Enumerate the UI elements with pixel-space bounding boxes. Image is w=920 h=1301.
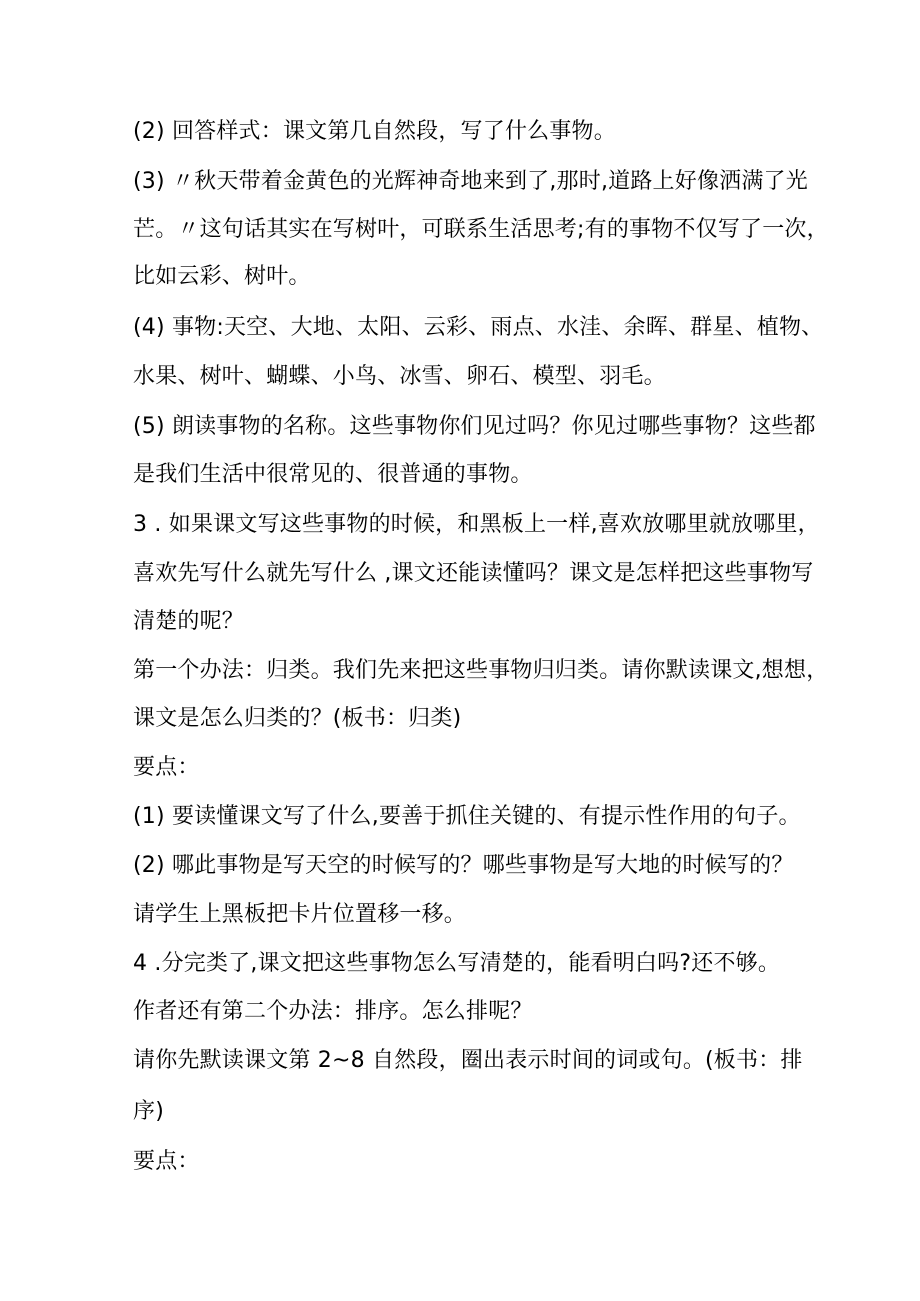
text-line: (2) 哪此事物是写天空的时候写的？哪些事物是写大地的时候写的？	[133, 853, 794, 878]
text-line: 课文是怎么归类的？(板书：归类)	[133, 706, 462, 731]
text-line: (2) 回答样式：课文第几自然段，写了什么事物。	[133, 119, 616, 144]
text-line: 水果、树叶、蝴蝶、小鸟、冰雪、卵石、模型、羽毛。	[133, 364, 666, 389]
text-line: (3) 〃秋天带着金黄色的光辉神奇地来到了,那时,道路上好像洒满了光	[133, 169, 808, 194]
text-line: 芒。〃这句话其实在写树叶，可联系生活思考;有的事物不仅写了一次，	[133, 217, 829, 242]
text-line: 喜欢先写什么就先写什么 ,课文还能读懂吗？课文是怎样把这些事物写	[133, 561, 814, 586]
text-line: 第一个办法：归类。我们先来把这些事物归归类。请你默读课文,想想，	[133, 658, 829, 683]
text-line: 要点：	[133, 755, 200, 780]
text-line: 3 . 如果课文写这些事物的时候，和黑板上一样,喜欢放哪里就放哪里，	[133, 512, 820, 537]
text-line: 要点：	[133, 1149, 200, 1174]
text-line: (4) 事物:天空、大地、太阳、云彩、雨点、水洼、余晖、群星、植物、	[133, 315, 824, 340]
text-line: 请学生上黑板把卡片位置移一移。	[133, 902, 467, 927]
text-line: 序)	[133, 1099, 164, 1124]
text-line: 比如云彩、树叶。	[133, 264, 311, 289]
text-line: 请你先默读课文第 2~8 自然段，圈出表示时间的词或句。(板书：排	[133, 1048, 803, 1073]
text-line: (1) 要读懂课文写了什么,要善于抓住关键的、有提示性作用的句子。	[133, 804, 801, 829]
text-line: 作者还有第二个办法：排序。怎么排呢？	[133, 999, 533, 1024]
text-line: (5) 朗读事物的名称。这些事物你们见过吗？你见过哪些事物？这些都	[133, 414, 816, 439]
text-line: 清楚的呢？	[133, 609, 245, 634]
text-line: 4 .分完类了,课文把这些事物怎么写清楚的，能看明白吗?还不够。	[133, 951, 781, 976]
text-line: 是我们生活中很常见的、很普通的事物。	[133, 462, 533, 487]
